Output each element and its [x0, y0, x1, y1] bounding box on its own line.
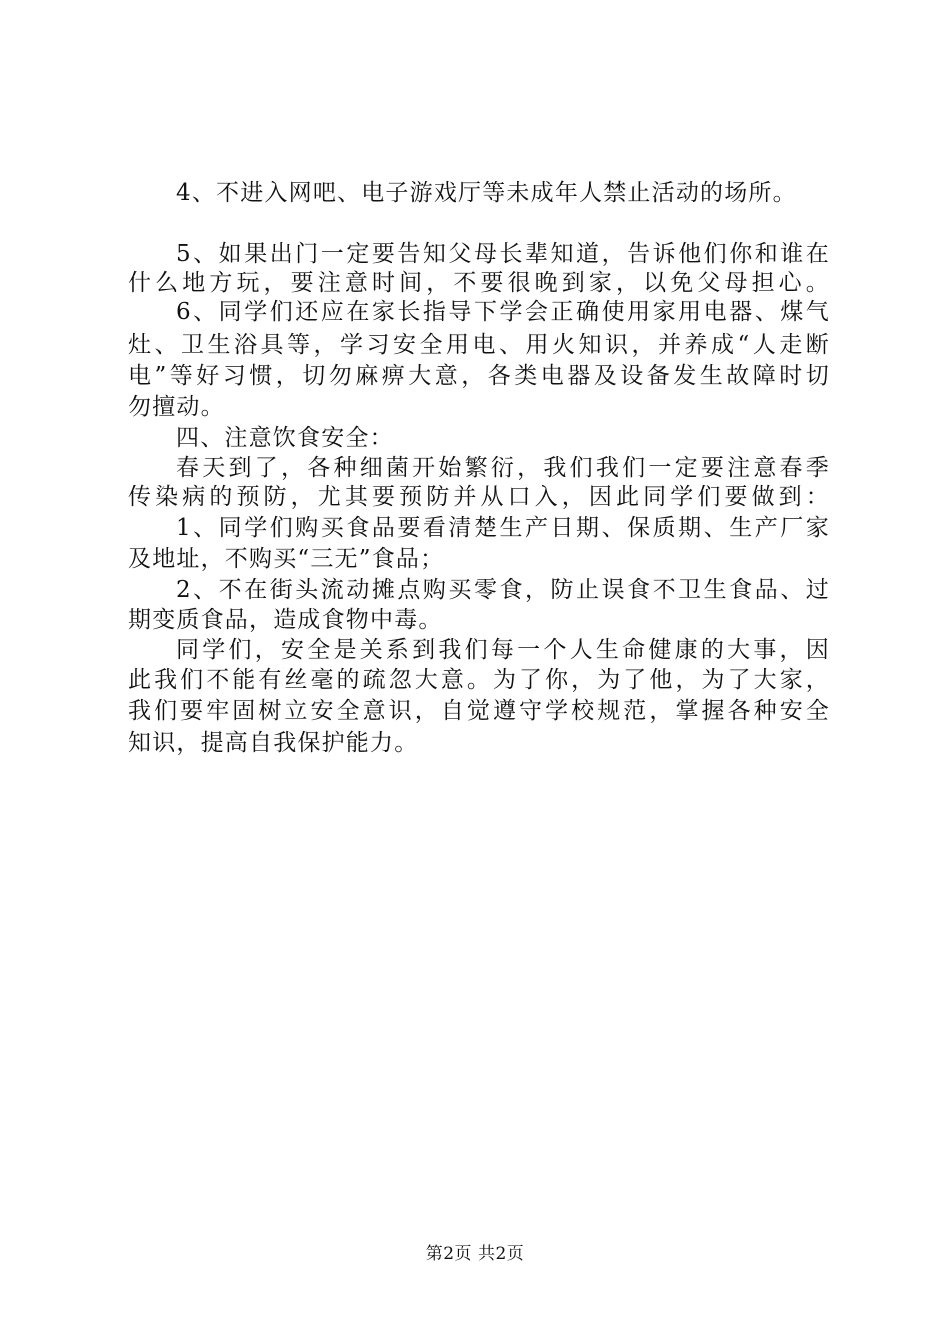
paragraph-closing-line-2: 此我们不能有丝毫的疏忽大意。为了你，为了他，为了大家， — [128, 667, 830, 693]
paragraph-food-item-2-line-2: 期变质食品，造成食物中毒。 — [128, 607, 443, 633]
paragraph-closing-line-1: 同学们，安全是关系到我们每一个人生命健康的大事，因 — [176, 637, 830, 663]
paragraph-spring-line-2: 传染病的预防，尤其要预防并从口入，因此同学们要做到： — [128, 484, 830, 510]
paragraph-item-5-line-1: 5、如果出门一定要告知父母长辈知道，告诉他们你和谁在 — [176, 241, 830, 267]
paragraph-item-6-line-1: 6、同学们还应在家长指导下学会正确使用家用电器、煤气 — [176, 299, 830, 325]
paragraph-spring-line-1: 春天到了，各种细菌开始繁衍，我们我们一定要注意春季 — [176, 455, 830, 481]
paragraph-closing-line-4: 知识，提高自我保护能力。 — [128, 730, 419, 756]
paragraph-food-item-1-line-1: 1、同学们购买食品要看清楚生产日期、保质期、生产厂家 — [176, 515, 830, 541]
paragraph-food-item-2-line-1: 2、不在街头流动摊点购买零食，防止误食不卫生食品、过 — [176, 577, 830, 603]
paragraph-food-item-1-line-2: 及地址，不购买“三无”食品； — [128, 546, 445, 572]
section-heading-food-safety: 四、注意饮食安全： — [176, 425, 394, 451]
paragraph-item-6-line-2: 灶、卫生浴具等，学习安全用电、用火知识，并养成“人走断 — [128, 332, 830, 358]
paragraph-item-5-line-2: 什么地方玩，要注意时间，不要很晚到家，以免父母担心。 — [128, 270, 830, 296]
paragraph-closing-line-3: 我们要牢固树立安全意识，自觉遵守学校规范，掌握各种安全 — [128, 698, 830, 724]
paragraph-item-6-line-4: 勿擅动。 — [128, 394, 225, 420]
page-number-footer: 第2页 共2页 — [425, 1244, 525, 1264]
paragraph-item-6-line-3: 电”等好习惯，切勿麻痹大意，各类电器及设备发生故障时切 — [128, 363, 830, 389]
paragraph-item-4-line-1: 4、不进入网吧、电子游戏厅等未成年人禁止活动的场所。 — [176, 180, 797, 206]
